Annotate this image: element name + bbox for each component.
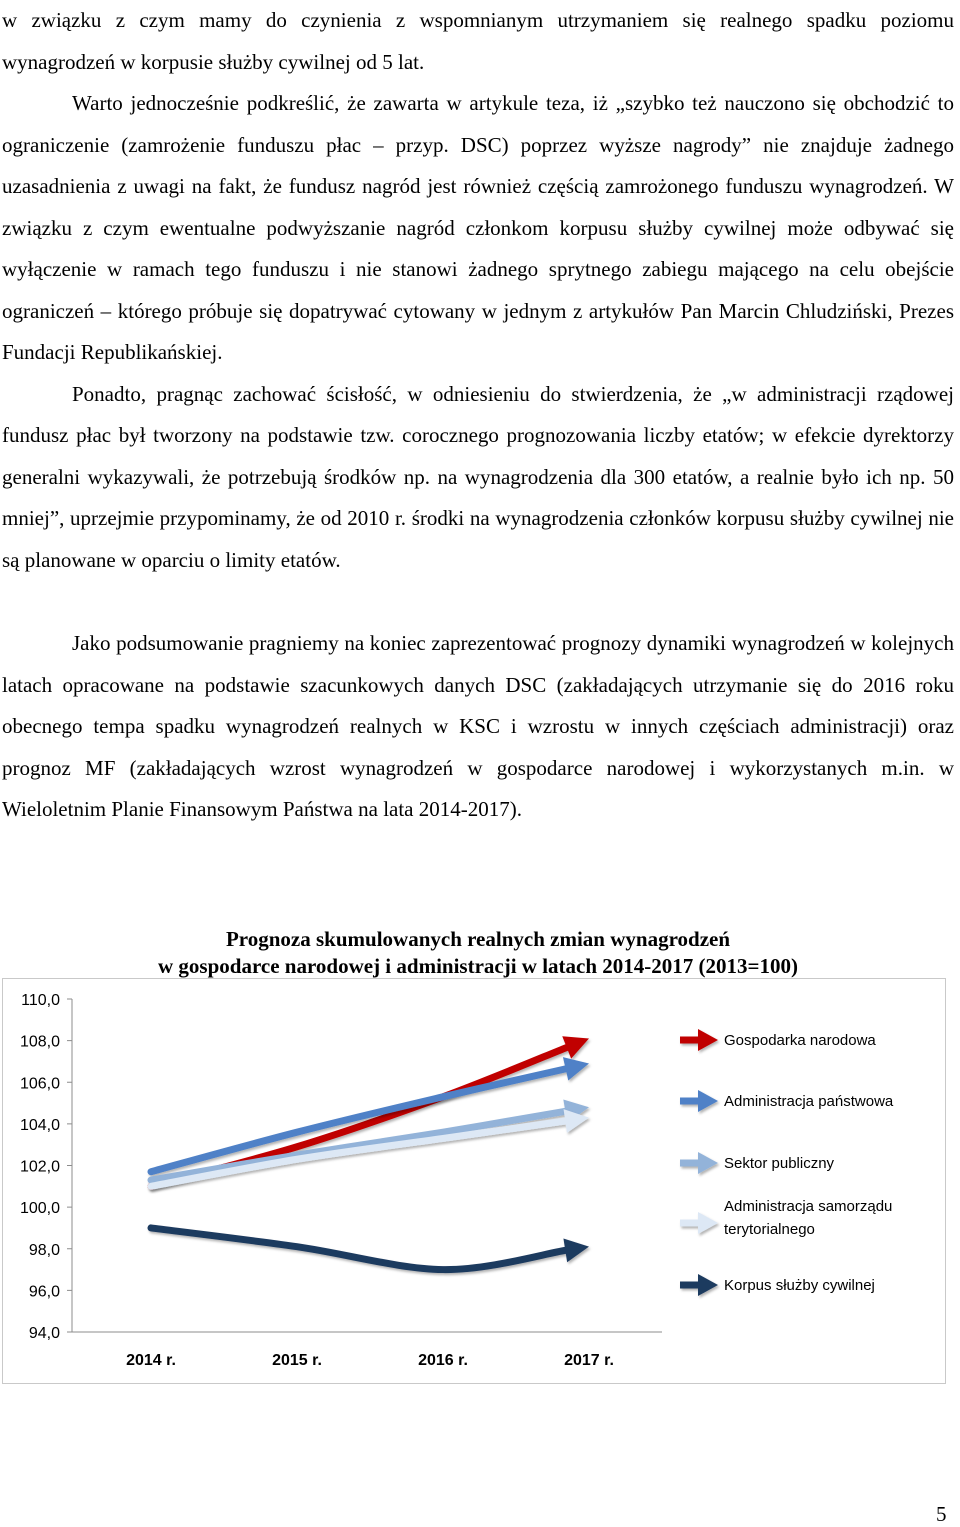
legend-label: Administracja państwowa bbox=[724, 1093, 894, 1110]
x-tick-label: 2016 r. bbox=[418, 1352, 468, 1369]
legend-label: Korpus służby cywilnej bbox=[724, 1277, 875, 1294]
legend-label: Sektor publiczny bbox=[724, 1155, 835, 1172]
page-number: 5 bbox=[936, 1502, 947, 1526]
y-tick-label: 110,0 bbox=[21, 992, 60, 1009]
legend-swatch-arrow bbox=[698, 1152, 718, 1174]
legend-swatch-arrow bbox=[698, 1274, 718, 1296]
x-tick-label: 2017 r. bbox=[564, 1352, 614, 1369]
x-tick-label: 2014 r. bbox=[126, 1352, 176, 1369]
legend-label: Gospodarka narodowa bbox=[724, 1032, 876, 1049]
series-arrowhead bbox=[563, 1057, 589, 1080]
legend-swatch bbox=[680, 1029, 718, 1051]
legend-swatch bbox=[680, 1212, 718, 1234]
chart-title-line-2: w gospodarce narodowej i administracji w latach 2014-2017 (2013=100) bbox=[158, 954, 798, 978]
legend-swatch-arrow bbox=[698, 1090, 718, 1112]
chart-title-line-1: Prognoza skumulowanych realnych zmian wynagrodzeń bbox=[225, 927, 731, 951]
x-tick-label: 2015 r. bbox=[272, 1352, 322, 1369]
paragraph-1: w związku z czym mamy do czynienia z wspomnianym utrzymaniem się realnego spadku poziomu wynagrodzeń w korpusie służby cywilnej od 5 lat. bbox=[2, 8, 954, 74]
series-2 bbox=[151, 1057, 589, 1172]
series-line bbox=[151, 1111, 565, 1180]
series-5 bbox=[151, 1228, 589, 1270]
legend-label: terytorialnego bbox=[724, 1221, 815, 1238]
paragraph-2: Warto jednocześnie podkreślić, że zawarta w artykule teza, iż „szybko też nauczono się obchodzić to ograniczenie (zamrożenie funduszu płac – przyp. DSC) poprzez wyższe nagrody” nie znajduje żadnego uzasadnienia z uwagi na fakt, że fundusz nagród jest również częścią zamrożonego funduszu wynagrodzeń. W związku z czym ewentualne podwyższanie nagród członkom korpusu służby cywilnej może odbywać się wyłączenie w ramach tego funduszu i nie stanowi żadnego sprytnego zabiegu mającego na celu obejście ograniczeń – którego próbuje się dopatrywać cytowany w jednym z artykułów Pan Marcin Chludziński, Prezes Fundacji Republikańskiej. bbox=[2, 91, 954, 364]
y-tick-label: 96,0 bbox=[28, 1283, 60, 1301]
y-tick-label: 94,0 bbox=[28, 1325, 60, 1342]
legend-swatch bbox=[680, 1152, 718, 1174]
series-line bbox=[151, 1228, 565, 1270]
y-tick-label: 98,0 bbox=[28, 1241, 60, 1259]
series-arrowhead bbox=[563, 1239, 589, 1263]
y-tick-label: 106,0 bbox=[19, 1075, 60, 1093]
y-tick-label: 108,0 bbox=[19, 1033, 60, 1051]
y-tick-label: 102,0 bbox=[19, 1158, 60, 1176]
y-tick-label: 104,0 bbox=[19, 1116, 60, 1134]
legend-swatch-arrow bbox=[698, 1212, 718, 1234]
legend-swatch bbox=[680, 1090, 718, 1112]
paragraph-3: Ponadto, pragnąc zachować ścisłość, w odniesieniu do stwierdzenia, że „w administracji rządowej fundusz płac był tworzony na podstawie tzw. corocznego prognozowania liczby etatów; w efekcie dyrektorzy generalni wykazywali, że potrzebują środków np. na wynagrodzenia dla 300 etatów, a realnie było ich np. 50 mniej”, uprzejmie przypominamy, że od 2010 r. środki na wynagrodzenia członków korpusu służby cywilnej nie są planowane w oparciu o limity etatów. bbox=[2, 381, 954, 572]
paragraph-4: Jako podsumowanie pragniemy na koniec zaprezentować prognozy dynamiki wynagrodzeń w kolejnych latach opracowane na podstawie szacunkowych danych DSC (zakładających utrzymanie się do 2016 roku obecnego tempa spadku wynagrodzeń realnych w KSC i wzrostu w innych częściach administracji) oraz prognoz MF (zakładających wzrost wynagrodzeń w gospodarce narodowej i wykorzystanych m.in. w Wieloletnim Planie Finansowym Państwa na lata 2014-2017). bbox=[2, 631, 954, 821]
y-tick-label: 100,0 bbox=[19, 1200, 60, 1218]
legend-swatch-arrow bbox=[698, 1029, 718, 1051]
legend-label: Administracja samorządu bbox=[724, 1198, 893, 1215]
legend-swatch bbox=[680, 1274, 718, 1296]
